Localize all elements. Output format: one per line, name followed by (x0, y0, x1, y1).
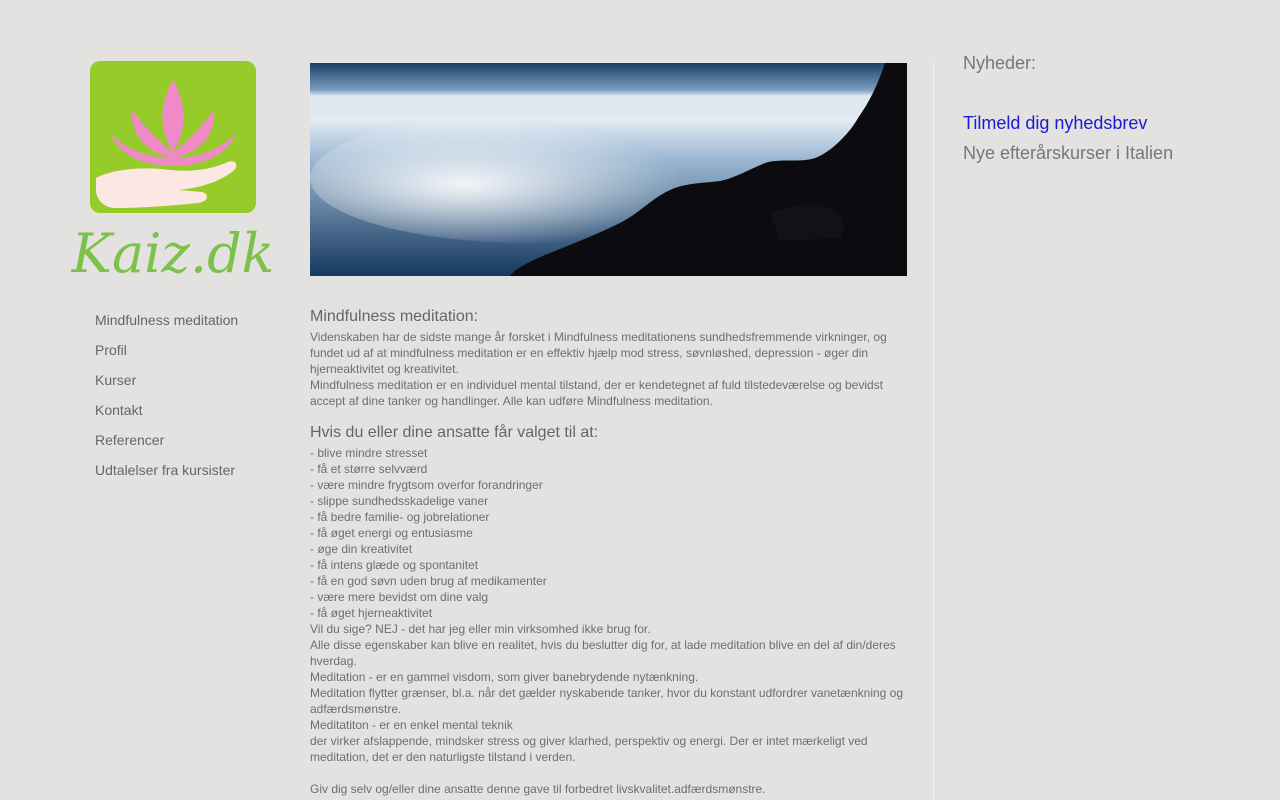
news-heading: Nyheder: (963, 53, 1037, 73)
benefit-item: - være mere bevidst om dine valg (310, 590, 489, 604)
closing-paragraph: Giv dig selv og/eller dine ansatte denne gave til forbedret livskvalitet.adfærdsmønstre. (310, 782, 766, 796)
newsletter-signup-link[interactable]: Tilmeld dig nyhedsbrev (963, 113, 1148, 133)
nav-item-kurser[interactable]: Kurser (95, 372, 137, 388)
benefit-item: - få øget energi og entusiasme (310, 526, 473, 540)
intro-paragraph: Videnskaben har de sidste mange år forsket i Mindfulness meditationens sundhedsfremmende virkninger, og fundet ud af at mindfulness meditation er en effektiv hjælp mod stress, søvnløshed, depression - øger din hjerneaktivitet og kreativitet. (310, 330, 887, 376)
body-paragraph: Meditation - er en gammel visdom, som giver banebrydende nytænkning. (310, 670, 699, 684)
body-paragraph: Alle disse egenskaber kan blive en realitet, hvis du beslutter dig for, at lade meditation blive en del af din/deres hverdag. (310, 638, 896, 668)
section-heading-mindfulness: Mindfulness meditation: (310, 308, 479, 325)
nav-item-kontakt[interactable]: Kontakt (95, 402, 143, 418)
nav-item-mindfulness-meditation[interactable]: Mindfulness meditation (95, 312, 239, 328)
benefit-item: - få bedre familie- og jobrelationer (310, 510, 490, 524)
site-logo[interactable] (60, 58, 286, 280)
benefit-item: - være mindre frygtsom overfor forandringer (310, 478, 543, 492)
section-heading-choice: Hvis du eller dine ansatte får valget til at: (310, 424, 599, 441)
lotus-hand-icon (60, 58, 286, 280)
main-content (310, 305, 910, 797)
spacer (310, 765, 910, 781)
nav-item-udtalelser[interactable]: Udtalelser fra kursister (95, 462, 236, 478)
body-paragraph: der virker afslappende, mindsker stress og giver klarhed, perspektiv og energi. Der er intet mærkeligt ved meditation, det er den naturligste tilstand i verden. (310, 734, 868, 764)
header-banner-image (310, 63, 907, 276)
benefit-item: - slippe sundhedsskadelige vaner (310, 494, 489, 508)
body-paragraph: Vil du sige? NEJ - det har jeg eller min virksomhed ikke brug for. (310, 622, 651, 636)
logo-wordmark: Kaiz.dk (71, 222, 275, 280)
benefit-item: - få en god søvn uden brug af medikamenter (310, 574, 547, 588)
body-paragraph: Meditation flytter grænser, bl.a. når det gælder nyskabende tanker, hvor du konstant udfordrer vanetænkning og adfærdsmønstre. (310, 686, 904, 716)
body-paragraph: Meditatiton - er en enkel mental teknik (310, 718, 513, 732)
benefit-item: - få et større selvværd (310, 462, 428, 476)
benefit-item: - få øget hjerneaktivitet (310, 606, 433, 620)
intro-paragraph: Mindfulness meditation er en individuel mental tilstand, der er kendetegnet af fuld tilstedeværelse og bevidst accept af dine tanker og handlinger. Alle kan udføre Mindfulness meditation. (310, 378, 883, 408)
nav-item-referencer[interactable]: Referencer (95, 432, 165, 448)
benefit-item: - øge din kreativitet (310, 542, 413, 556)
benefit-item: - blive mindre stresset (310, 446, 428, 460)
nav-item-profil[interactable]: Profil (95, 342, 127, 358)
main-nav (95, 310, 295, 490)
column-divider (933, 62, 934, 800)
benefit-item: - få intens glæde og spontanitet (310, 558, 479, 572)
news-item: Nye efterårskurser i Italien (963, 143, 1174, 163)
